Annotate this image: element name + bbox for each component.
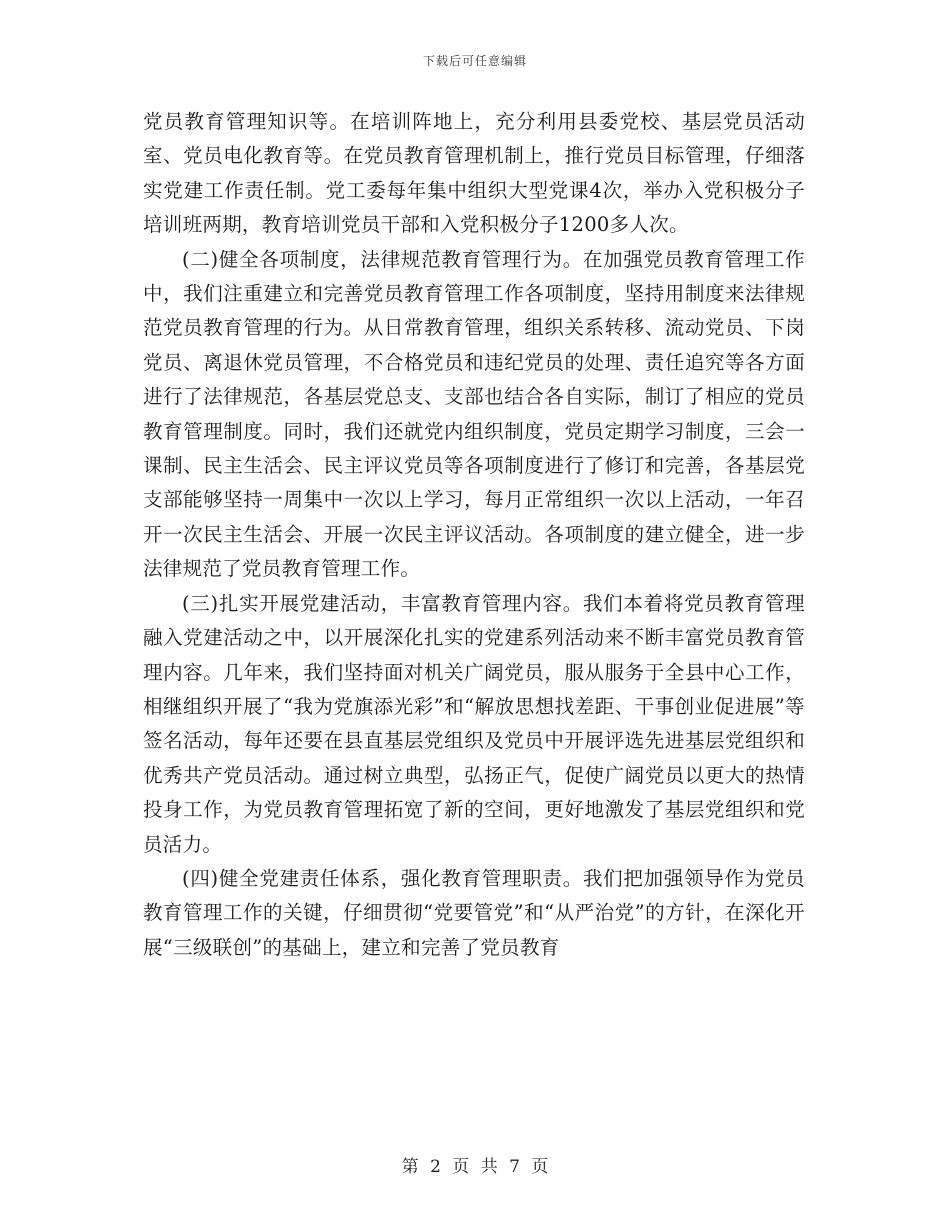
- paragraph-section-2: (二)健全各项制度，法律规范教育管理行为。在加强党员教育管理工作中，我们注重建立和完善党员教育管理工作各项制度，坚持用制度来法律规范党员教育管理的行为。从日常教育管理，组织关系转移、流动党员、下岗党员、离退休党员管理，不合格党员和违纪党员的处理、责任追究等各方面进行了法律规范，各基层党总支、支部也结合各自实际，制订了相应的党员教育管理制度。同时，我们还就党内组织制度，党员定期学习制度，三会一课制、民主生活会、民主评议党员等各项制度进行了修订和完善，各基层党支部能够坚持一周集中一次以上学习，每月正常组织一次以上活动，一年召开一次民主生活会、开展一次民主评议活动。各项制度的建立健全，进一步法律规范了党员教育管理工作。: [143, 247, 805, 581]
- document-body: [143, 105, 805, 965]
- paragraph-section-3: (三)扎实开展党建活动，丰富教育管理内容。我们本着将党员教育管理融入党建活动之中，以开展深化扎实的党建系列活动来不断丰富党员教育管理内容。几年来，我们坚持面对机关广阔党员，服从服务于全县中心工作，相继组织开展了“我为党旗添光彩”和“解放思想找差距、干事创业促进展”等签名活动，每年还要在县直基层党组织及党员中开展评选先进基层党组织和优秀共产党员活动。通过树立典型，弘扬正气，促使广阔党员以更大的热情投身工作，为党员教育管理拓宽了新的空间，更好地激发了基层党组织和党员活力。: [143, 591, 805, 856]
- page-header: 下载后可任意编辑: [422, 54, 527, 68]
- paragraph-continued: 党员教育管理知识等。在培训阵地上，充分利用县委党校、基层党员活动室、党员电化教育等。在党员教育管理机制上，推行党员目标管理，仔细落实党建工作责任制。党工委每年集中组织大型党课4次，举办入党积极分子培训班两期，教育培训党员干部和入党积极分子1200多人次。: [143, 110, 805, 237]
- page-number-footer: 第 2 页 共 7 页: [401, 1157, 549, 1177]
- paragraph-section-4: (四)健全党建责任体系，强化教育管理职责。我们把加强领导作为党员教育管理工作的关键，仔细贯彻“党要管党”和“从严治党”的方针，在深化开展“三级联创”的基础上，建立和完善了党员教育: [143, 866, 805, 959]
